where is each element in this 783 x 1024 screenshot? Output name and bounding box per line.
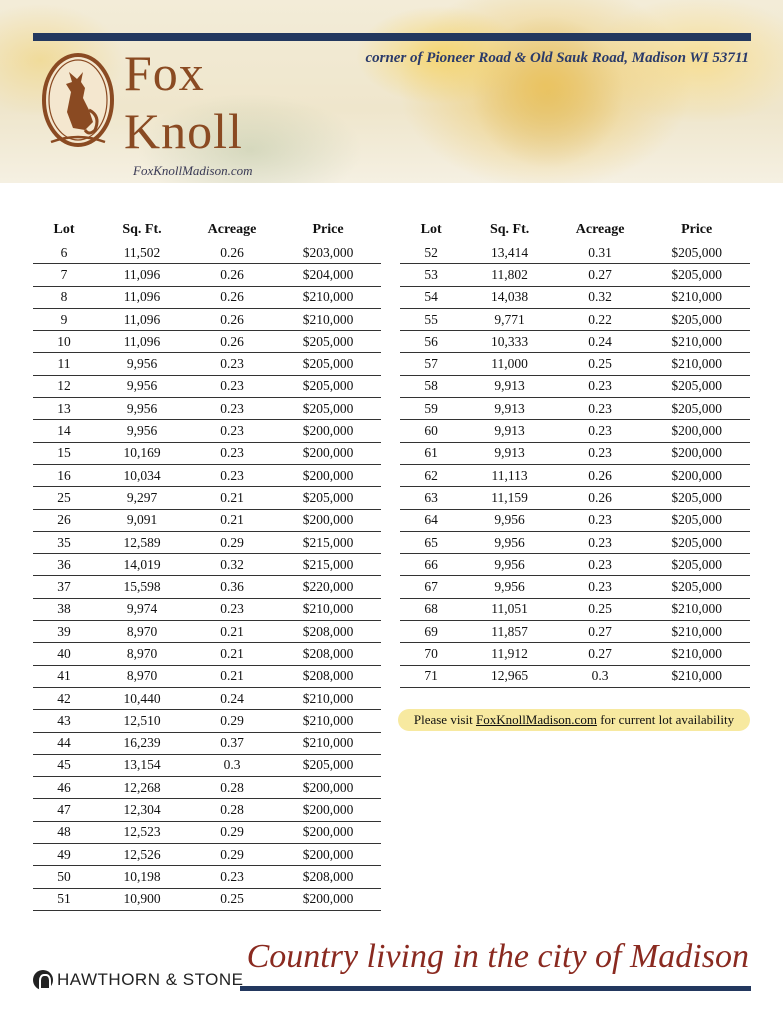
cell-price: $205,000: [275, 375, 381, 397]
address-line: corner of Pioneer Road & Old Sauk Road, Madison WI 53711: [365, 50, 749, 66]
cell-price: $205,000: [643, 398, 750, 420]
cell-acreage: 0.37: [189, 732, 275, 754]
cell-acreage: 0.23: [189, 375, 275, 397]
table-row: [33, 509, 381, 531]
cell-sqft: 8,970: [95, 621, 189, 643]
cell-sqft: 9,956: [95, 420, 189, 442]
cell-acreage: 0.29: [189, 710, 275, 732]
cell-lot: 49: [33, 844, 95, 866]
cell-lot: 54: [400, 286, 462, 308]
cell-lot: 36: [33, 554, 95, 576]
cell-acreage: 0.27: [557, 264, 643, 286]
cell-acreage: 0.23: [189, 598, 275, 620]
cell-sqft: 9,956: [462, 509, 557, 531]
table-row: [33, 398, 381, 420]
table-row: [33, 621, 381, 643]
cell-acreage: 0.26: [557, 487, 643, 509]
cell-sqft: 9,297: [95, 487, 189, 509]
cell-price: $205,000: [643, 375, 750, 397]
cell-sqft: 9,956: [462, 554, 557, 576]
header-lot: Lot: [53, 222, 75, 237]
cell-price: $210,000: [275, 598, 381, 620]
cell-sqft: 15,598: [95, 576, 189, 598]
table-row: [400, 598, 750, 620]
cell-price: $200,000: [643, 420, 750, 442]
cell-sqft: 11,051: [462, 598, 557, 620]
cell-price: $208,000: [275, 621, 381, 643]
table-row: [400, 242, 750, 264]
cell-price: $215,000: [275, 531, 381, 553]
cell-acreage: 0.27: [557, 643, 643, 665]
table-row: [400, 643, 750, 665]
bottom-rule: [240, 986, 751, 991]
cell-price: $205,000: [643, 242, 750, 264]
cell-sqft: 9,956: [462, 576, 557, 598]
cell-sqft: 11,502: [95, 242, 189, 264]
notice-suffix: for current lot availability: [596, 712, 735, 727]
cell-acreage: 0.23: [557, 509, 643, 531]
cell-lot: 67: [400, 576, 462, 598]
cell-sqft: 13,414: [462, 242, 557, 264]
cell-lot: 35: [33, 531, 95, 553]
table-row: [400, 264, 750, 286]
cell-acreage: 0.26: [189, 242, 275, 264]
cell-lot: 70: [400, 643, 462, 665]
cell-sqft: 9,956: [462, 531, 557, 553]
table-row: [400, 621, 750, 643]
cell-price: $205,000: [643, 531, 750, 553]
fox-logo-icon: [41, 52, 115, 152]
brand-name-knoll: Knoll: [124, 103, 243, 159]
cell-acreage: 0.21: [189, 487, 275, 509]
cell-price: $200,000: [275, 509, 381, 531]
table-header-row: [400, 218, 750, 242]
cell-sqft: 11,857: [462, 621, 557, 643]
cell-acreage: 0.28: [189, 777, 275, 799]
cell-sqft: 9,771: [462, 308, 557, 330]
cell-acreage: 0.23: [557, 375, 643, 397]
header-price: Price: [681, 222, 713, 237]
cell-acreage: 0.23: [189, 420, 275, 442]
table-row: [400, 308, 750, 330]
cell-acreage: 0.32: [557, 286, 643, 308]
cell-price: $205,000: [643, 554, 750, 576]
cell-price: $200,000: [275, 464, 381, 486]
cell-acreage: 0.24: [189, 687, 275, 709]
cell-price: $200,000: [643, 442, 750, 464]
cell-sqft: 11,159: [462, 487, 557, 509]
cell-lot: 50: [33, 866, 95, 888]
table-row: [400, 464, 750, 486]
table-row: [400, 665, 750, 687]
header-banner: [0, 0, 783, 183]
table-row: [33, 598, 381, 620]
cell-acreage: 0.26: [189, 331, 275, 353]
lot-table-right-body: [400, 242, 750, 687]
brand-name-fox: Fox: [124, 45, 205, 101]
table-row: [33, 799, 381, 821]
cell-acreage: 0.23: [189, 442, 275, 464]
table-row: [33, 710, 381, 732]
cell-lot: 66: [400, 554, 462, 576]
website-link[interactable]: FoxKnollMadison.com: [475, 712, 597, 727]
cell-acreage: 0.36: [189, 576, 275, 598]
cell-lot: 58: [400, 375, 462, 397]
top-rule: [33, 33, 751, 41]
cell-price: $210,000: [275, 687, 381, 709]
cell-acreage: 0.25: [557, 353, 643, 375]
availability-notice: [398, 709, 750, 731]
cell-lot: 53: [400, 264, 462, 286]
lot-table-left: [33, 218, 381, 911]
cell-sqft: 9,956: [95, 398, 189, 420]
cell-lot: 14: [33, 420, 95, 442]
table-row: [33, 353, 381, 375]
cell-acreage: 0.23: [557, 531, 643, 553]
table-row: [400, 531, 750, 553]
cell-price: $210,000: [643, 353, 750, 375]
cell-sqft: 11,802: [462, 264, 557, 286]
cell-acreage: 0.23: [557, 420, 643, 442]
table-row: [400, 420, 750, 442]
cell-acreage: 0.26: [557, 464, 643, 486]
table-row: [33, 777, 381, 799]
cell-lot: 51: [33, 888, 95, 910]
cell-acreage: 0.21: [189, 643, 275, 665]
table-row: [33, 264, 381, 286]
cell-price: $200,000: [275, 420, 381, 442]
cell-lot: 46: [33, 777, 95, 799]
table-row: [33, 821, 381, 843]
cell-sqft: 9,913: [462, 442, 557, 464]
cell-price: $210,000: [275, 732, 381, 754]
cell-lot: 6: [33, 242, 95, 264]
cell-acreage: 0.28: [189, 799, 275, 821]
cell-acreage: 0.23: [557, 442, 643, 464]
cell-sqft: 10,333: [462, 331, 557, 353]
table-row: [33, 375, 381, 397]
cell-lot: 63: [400, 487, 462, 509]
cell-sqft: 13,154: [95, 754, 189, 776]
cell-acreage: 0.32: [189, 554, 275, 576]
cell-lot: 52: [400, 242, 462, 264]
cell-lot: 26: [33, 509, 95, 531]
cell-lot: 13: [33, 398, 95, 420]
cell-price: $205,000: [643, 509, 750, 531]
cell-price: $205,000: [275, 331, 381, 353]
cell-price: $210,000: [275, 286, 381, 308]
cell-price: $205,000: [275, 398, 381, 420]
cell-acreage: 0.3: [189, 754, 275, 776]
cell-sqft: 11,096: [95, 331, 189, 353]
cell-sqft: 12,589: [95, 531, 189, 553]
cell-price: $208,000: [275, 665, 381, 687]
cell-sqft: 12,268: [95, 777, 189, 799]
cell-acreage: 0.23: [557, 398, 643, 420]
cell-sqft: 11,000: [462, 353, 557, 375]
cell-sqft: 11,096: [95, 264, 189, 286]
cell-lot: 12: [33, 375, 95, 397]
cell-sqft: 9,913: [462, 420, 557, 442]
cell-price: $204,000: [275, 264, 381, 286]
table-row: [33, 888, 381, 910]
cell-lot: 56: [400, 331, 462, 353]
cell-lot: 48: [33, 821, 95, 843]
tagline: Country living in the city of Madison: [246, 938, 749, 975]
table-row: [400, 353, 750, 375]
table-row: [33, 732, 381, 754]
cell-sqft: 14,019: [95, 554, 189, 576]
header-sqft: Sq. Ft.: [122, 222, 162, 237]
table-row: [400, 375, 750, 397]
cell-sqft: 9,913: [462, 375, 557, 397]
cell-lot: 9: [33, 308, 95, 330]
cell-price: $205,000: [275, 754, 381, 776]
table-row: [33, 464, 381, 486]
cell-sqft: 12,965: [462, 665, 557, 687]
table-row: [400, 331, 750, 353]
cell-lot: 25: [33, 487, 95, 509]
cell-lot: 45: [33, 754, 95, 776]
table-row: [400, 442, 750, 464]
cell-price: $205,000: [643, 308, 750, 330]
cell-sqft: 12,510: [95, 710, 189, 732]
cell-acreage: 0.23: [189, 353, 275, 375]
cell-acreage: 0.23: [189, 866, 275, 888]
cell-lot: 57: [400, 353, 462, 375]
cell-lot: 71: [400, 665, 462, 687]
cell-acreage: 0.21: [189, 509, 275, 531]
cell-price: $205,000: [275, 487, 381, 509]
cell-price: $205,000: [643, 264, 750, 286]
cell-lot: 59: [400, 398, 462, 420]
cell-lot: 15: [33, 442, 95, 464]
cell-sqft: 11,113: [462, 464, 557, 486]
cell-price: $200,000: [275, 799, 381, 821]
cell-lot: 37: [33, 576, 95, 598]
cell-price: $210,000: [643, 331, 750, 353]
table-row: [33, 665, 381, 687]
table-row: [33, 754, 381, 776]
cell-price: $210,000: [275, 308, 381, 330]
cell-lot: 68: [400, 598, 462, 620]
cell-sqft: 9,913: [462, 398, 557, 420]
cell-acreage: 0.31: [557, 242, 643, 264]
table-row: [400, 554, 750, 576]
cell-sqft: 10,169: [95, 442, 189, 464]
cell-acreage: 0.24: [557, 331, 643, 353]
header-lot: Lot: [420, 222, 442, 237]
header-acreage: Acreage: [207, 222, 257, 237]
cell-price: $203,000: [275, 242, 381, 264]
table-row: [33, 643, 381, 665]
cell-acreage: 0.3: [557, 665, 643, 687]
cell-price: $210,000: [643, 643, 750, 665]
cell-acreage: 0.29: [189, 531, 275, 553]
cell-lot: 47: [33, 799, 95, 821]
cell-lot: 42: [33, 687, 95, 709]
company-logo: [33, 968, 244, 992]
cell-sqft: 11,096: [95, 286, 189, 308]
table-row: [400, 398, 750, 420]
cell-sqft: 14,038: [462, 286, 557, 308]
header-acreage: Acreage: [575, 222, 625, 237]
cell-price: $205,000: [275, 353, 381, 375]
cell-sqft: 10,440: [95, 687, 189, 709]
cell-lot: 69: [400, 621, 462, 643]
cell-lot: 39: [33, 621, 95, 643]
cell-sqft: 9,956: [95, 375, 189, 397]
cell-lot: 10: [33, 331, 95, 353]
cell-price: $220,000: [275, 576, 381, 598]
cell-price: $200,000: [275, 777, 381, 799]
cell-acreage: 0.22: [557, 308, 643, 330]
cell-acreage: 0.23: [189, 398, 275, 420]
cell-acreage: 0.26: [189, 308, 275, 330]
cell-acreage: 0.27: [557, 621, 643, 643]
cell-lot: 7: [33, 264, 95, 286]
cell-price: $215,000: [275, 554, 381, 576]
cell-acreage: 0.26: [189, 286, 275, 308]
cell-acreage: 0.23: [557, 554, 643, 576]
cell-acreage: 0.29: [189, 821, 275, 843]
cell-lot: 65: [400, 531, 462, 553]
header-sqft: Sq. Ft.: [489, 222, 530, 237]
cell-price: $210,000: [643, 598, 750, 620]
table-row: [33, 420, 381, 442]
cell-sqft: 9,974: [95, 598, 189, 620]
lot-table-left-body: [33, 242, 381, 910]
cell-price: $200,000: [275, 844, 381, 866]
cell-sqft: 9,091: [95, 509, 189, 531]
cell-price: $208,000: [275, 866, 381, 888]
cell-price: $208,000: [275, 643, 381, 665]
cell-lot: 41: [33, 665, 95, 687]
cell-price: $200,000: [643, 464, 750, 486]
cell-sqft: 12,304: [95, 799, 189, 821]
cell-acreage: 0.23: [189, 464, 275, 486]
cell-lot: 61: [400, 442, 462, 464]
table-header-row: [33, 218, 381, 242]
cell-lot: 60: [400, 420, 462, 442]
table-row: [33, 866, 381, 888]
cell-sqft: 11,912: [462, 643, 557, 665]
cell-sqft: 12,526: [95, 844, 189, 866]
table-row: [33, 286, 381, 308]
table-row: [400, 487, 750, 509]
table-row: [33, 554, 381, 576]
cell-price: $200,000: [275, 888, 381, 910]
cell-lot: 44: [33, 732, 95, 754]
table-row: [33, 242, 381, 264]
cell-price: $210,000: [643, 286, 750, 308]
table-row: [33, 531, 381, 553]
cell-sqft: 16,239: [95, 732, 189, 754]
table-row: [33, 331, 381, 353]
cell-sqft: 9,956: [95, 353, 189, 375]
cell-sqft: 10,034: [95, 464, 189, 486]
table-row: [33, 844, 381, 866]
cell-price: $210,000: [275, 710, 381, 732]
cell-sqft: 10,198: [95, 866, 189, 888]
cell-lot: 8: [33, 286, 95, 308]
notice-prefix: Please visit: [413, 712, 476, 727]
cell-price: $205,000: [643, 576, 750, 598]
cell-price: $210,000: [643, 665, 750, 687]
company-name: HAWTHORN & STONE: [57, 970, 244, 989]
cell-lot: 16: [33, 464, 95, 486]
cell-lot: 64: [400, 509, 462, 531]
cell-acreage: 0.25: [557, 598, 643, 620]
table-row: [33, 308, 381, 330]
cell-lot: 40: [33, 643, 95, 665]
table-row: [400, 509, 750, 531]
cell-lot: 38: [33, 598, 95, 620]
table-row: [33, 442, 381, 464]
cell-price: $205,000: [643, 487, 750, 509]
website-url: FoxKnollMadison.com: [133, 163, 253, 178]
cell-acreage: 0.26: [189, 264, 275, 286]
cell-acreage: 0.23: [557, 576, 643, 598]
cell-lot: 43: [33, 710, 95, 732]
cell-sqft: 12,523: [95, 821, 189, 843]
cell-lot: 11: [33, 353, 95, 375]
table-row: [33, 487, 381, 509]
cell-lot: 55: [400, 308, 462, 330]
cell-lot: 62: [400, 464, 462, 486]
cell-price: $200,000: [275, 442, 381, 464]
cell-sqft: 8,970: [95, 643, 189, 665]
lot-table-right: [400, 218, 750, 688]
header-price: Price: [312, 222, 344, 237]
table-row: [33, 687, 381, 709]
hawthorn-logo-icon: [33, 970, 53, 990]
cell-acreage: 0.21: [189, 665, 275, 687]
table-row: [400, 576, 750, 598]
cell-acreage: 0.25: [189, 888, 275, 910]
cell-sqft: 8,970: [95, 665, 189, 687]
table-row: [400, 286, 750, 308]
cell-price: $210,000: [643, 621, 750, 643]
cell-sqft: 10,900: [95, 888, 189, 910]
cell-price: $200,000: [275, 821, 381, 843]
cell-sqft: 11,096: [95, 308, 189, 330]
cell-acreage: 0.21: [189, 621, 275, 643]
cell-acreage: 0.29: [189, 844, 275, 866]
table-row: [33, 576, 381, 598]
